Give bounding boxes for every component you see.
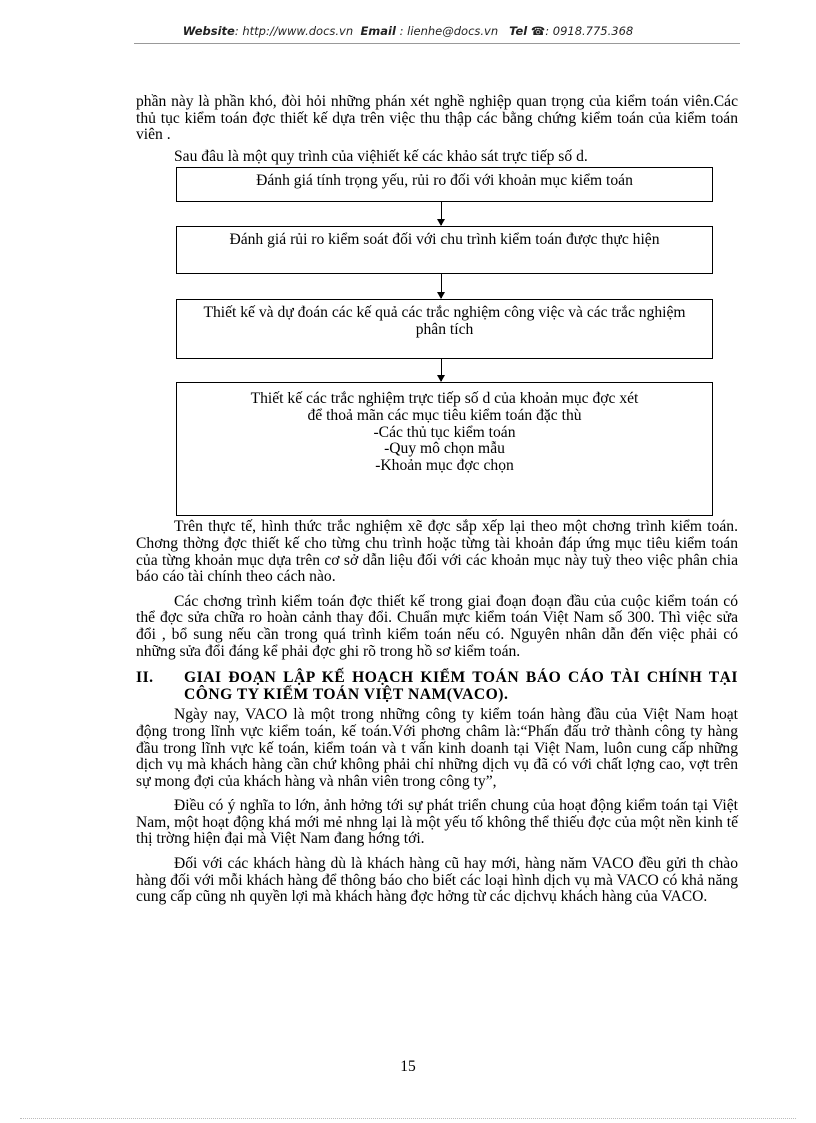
section-heading	[136, 670, 738, 703]
flow-step-4	[176, 382, 713, 516]
section-number: II.	[136, 669, 154, 687]
flow-arrow-2	[441, 274, 442, 298]
document-body	[136, 94, 738, 906]
flow-step-1-text: Đánh giá tính trọng yếu, rủi ro đối với khoản mục kiểm toán	[256, 172, 633, 190]
tel-label: Tel	[509, 24, 528, 38]
header-divider	[134, 43, 740, 44]
paragraph-6: Điều có ý nghĩa to lớn, ảnh hởng tới sự phát triển chung của hoạt động kiểm toán tại Việt Nam, một hoạt động khá mới mẻ nhng lại là một yếu tố không thể thiếu đợc của một nền kinh tế thị trờng hiện đại mà Việt Nam đang hớng tới.	[136, 797, 738, 848]
page-number: 15	[400, 1058, 416, 1075]
flow-arrow-1	[441, 202, 442, 225]
flow-step-2	[176, 226, 713, 274]
flow-step-3-text: Thiết kế và dự đoán các kế quả các trắc nghiệm công việc và các trắc nghiệm phân tích	[203, 304, 686, 338]
flow-step-4-line-1: Thiết kế các trắc nghiệm trực tiếp số d của khoản mục đợc xét	[250, 390, 639, 408]
email-label: Email	[360, 24, 396, 38]
website-label: Website	[182, 24, 235, 38]
flow-step-3	[176, 299, 713, 359]
flow-step-4-item-3: -Khoản mục đợc chọn	[375, 456, 514, 474]
phone-icon: ☎	[530, 24, 546, 38]
flow-arrow-3	[441, 359, 442, 381]
tel-value: : 0918.775.368	[545, 24, 634, 38]
email-value: : lienhe@docs.vn	[399, 24, 499, 38]
flow-step-4-item-1: -Các thủ tục kiểm toán	[373, 423, 516, 441]
page-header	[0, 24, 816, 38]
paragraph-5: Ngày nay, VACO là một trong những công ty kiểm toán hàng đầu của Việt Nam hoạt động trong lĩnh vực kiểm toán, kế toán.Với phơng châm là:“Phấn đấu trở thành công ty hàng đầu trong lĩnh vực kế toán, kiểm toán và t vấn kinh doanh tại Việt Nam, luôn cung cấp những dịch vụ mà khách hàng cần chứ không phải chỉ những dịch vụ đã có với chất lợng cao, vợt trên sự mong đợi của khách hàng và nhân viên trong công ty”,	[136, 706, 738, 790]
flow-step-2-text: Đánh giá rủi ro kiểm soát đối với chu trình kiểm toán được thực hiện	[229, 231, 660, 249]
paragraph-3: Trên thực tế, hình thức trắc nghiệm xẽ đợc sắp xếp lại theo một chơng trình kiểm toán. Chơng thờng đợc thiết kế cho từng chu trình hoặc từng tài khoản đáp ứng mục tiêu kiểm toán của từng khoản mục dựa trên cơ sở dẫn liệu đối với các khoản mục này tuỳ theo việc phân chia báo cáo tài chính theo cách nào.	[136, 518, 738, 586]
website-value: : http://www.docs.vn	[234, 24, 354, 38]
flow-step-4-line-2: để thoả mãn các mục tiêu kiểm toán đặc thù	[307, 406, 582, 424]
paragraph-4: Các chơng trình kiểm toán đợc thiết kế trong giai đoạn đoạn đầu của cuộc kiểm toán có thể đợc sửa chữa ro hoàn cảnh thay đổi. Chuẩn mực kiểm toán Việt Nam số 300. Thì việc sửa đổi , bổ sung nếu cần trong quá trình kiểm toán nếu có. Nguyên nhân dẫn đến việc phải có những sửa đổi đáng kể phải đợc ghi rõ trong hồ sơ kiểm toán.	[136, 592, 738, 660]
flowchart	[136, 167, 738, 519]
section-title: GIAI ĐOẠN LẬP KẾ HOẠCH KIỂM TOÁN BÁO CÁO TÀI CHÍNH TẠI CÔNG TY KIỂM TOÁN VIỆT NAM(VACO).	[184, 669, 738, 703]
paragraph-1: phần này là phần khó, đòi hỏi những phán xét nghề nghiệp quan trọng của kiểm toán viên.Các thủ tục kiểm toán đợc thiết kế dựa trên việc thu thập các bằng chứng kiểm toán của kiểm toán viên .	[136, 93, 738, 144]
paragraph-2: Sau đâu là một quy trình của việhiết kế các khảo sát trực tiếp số d.	[174, 147, 588, 165]
flow-step-1	[176, 167, 713, 202]
flow-step-4-item-2: -Quy mô chọn mẫu	[384, 440, 505, 458]
bottom-divider	[20, 1118, 796, 1119]
paragraph-7: Đối với các khách hàng dù là khách hàng cũ hay mới, hàng năm VACO đều gửi th chào hàng đối với mỗi khách hàng để thông báo cho biết các loại hình dịch vụ mà VACO có khả năng cung cấp cũng nh quyền lợi mà khách hàng đợc hởng từ các dịchvụ khách hàng của VACO.	[136, 855, 738, 906]
